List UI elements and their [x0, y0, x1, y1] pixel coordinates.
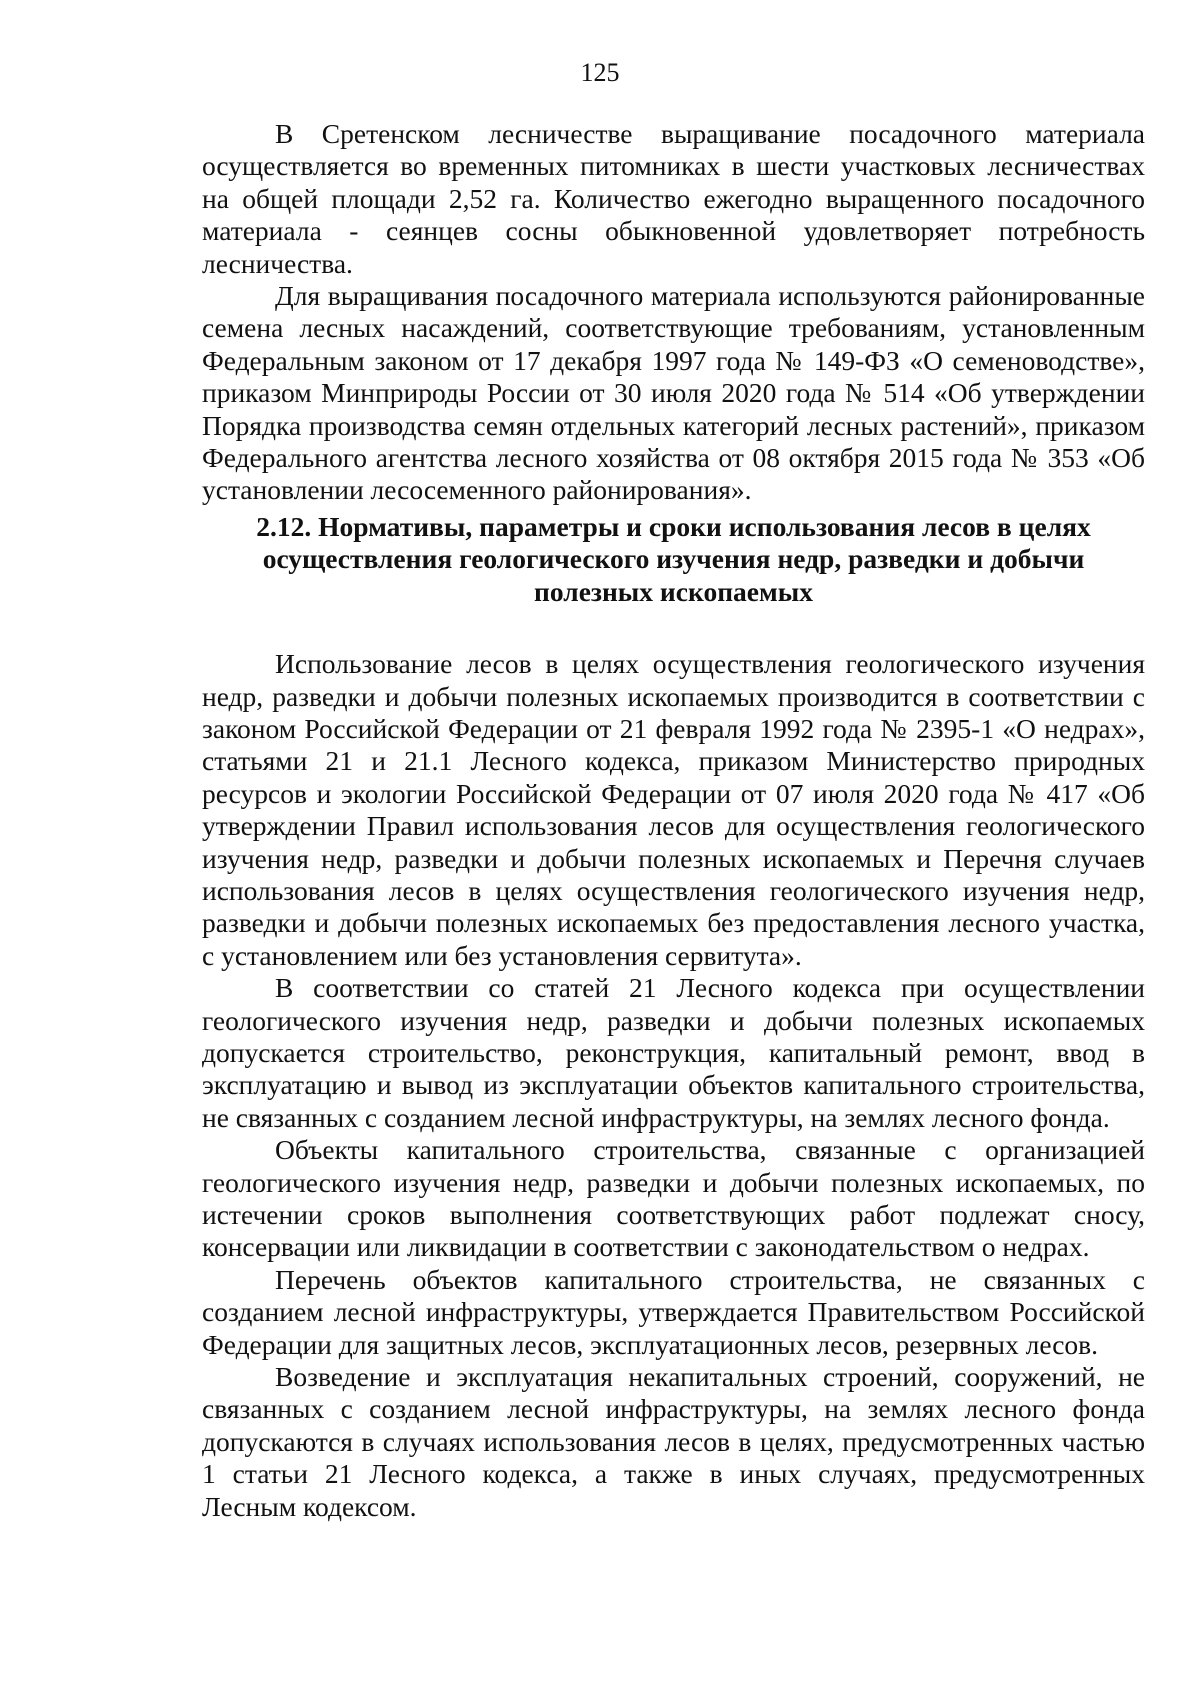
- heading-spacer: [202, 608, 1145, 648]
- paragraph-object-list: Перечень объектов капитального строительства, не связанных с созданием лесной инфраструктуры, утверждается Правительством Российской Федерации для защитных лесов, эксплуатационных лесов, резервных лесов.: [202, 1263, 1145, 1360]
- paragraph-seeds: Для выращивания посадочного материала используются районированные семена лесных насаждений, соответствующие требованиям, установленным Федеральным законом от 17 декабря 1997 года № 149-ФЗ «О семеноводстве», приказом Минприроды России от 30 июля 2020 года № 514 «Об утверждении Порядка производства семян отдельных категорий лесных растений», приказом Федерального агентства лесного хозяйства от 08 октября 2015 года № 353 «Об установлении лесосеменного районирования».: [202, 280, 1145, 506]
- paragraph-legal-basis: Использование лесов в целях осуществления геологического изучения недр, разведки и добычи полезных ископаемых производится в соответствии с законом Российской Федерации от 21 февраля 1992 года № 2395-1 «О недрах», статьями 21 и 21.1 Лесного кодекса, приказом Министерство природных ресурсов и экологии Российской Федерации от 07 июля 2020 года № 417 «Об утверждении Правил использования лесов для осуществления геологического изучения недр, разведки и добычи полезных ископаемых и Перечня случаев использования лесов в целях осуществления геологического изучения недр, разведки и добычи полезных ископаемых без предоставления лесного участка, с установлением или без установления сервитута».: [202, 648, 1145, 971]
- paragraph-construction: В соответствии со статей 21 Лесного кодекса при осуществлении геологического изучения недр, разведки и добычи полезных ископаемых допускается строительство, реконструкция, капитальный ремонт, ввод в эксплуатацию и вывод из эксплуатации объектов капитального строительства, не связанных с созданием лесной инфраструктуры, на землях лесного фонда.: [202, 972, 1145, 1133]
- paragraph-temporary-structures: Возведение и эксплуатация некапитальных строений, сооружений, не связанных с созданием лесной инфраструктуры, на землях лесного фонда допускаются в случаях использования лесов в целях, предусмотренных частью 1 статьи 21 Лесного кодекса, а также в иных случаях, предусмотренных Лесным кодексом.: [202, 1361, 1145, 1522]
- page-number: 125: [580, 58, 620, 87]
- paragraph-demolition: Объекты капитального строительства, связанные с организацией геологического изучения недр, разведки и добычи полезных ископаемых, по истечении сроков выполнения соответствующих работ подлежат сносу, консервации или ликвидации в соответствии с законодательством о недрах.: [202, 1134, 1145, 1263]
- section-heading: 2.12. Нормативы, параметры и сроки использования лесов в целях осуществления геологического изучения недр, разведки и добычи полезных ископаемых: [256, 510, 1091, 607]
- document-body: [202, 118, 1145, 1523]
- paragraph-nursery: В Сретенском лесничестве выращивание посадочного материала осуществляется во временных питомниках в шести участковых лесничествах на общей площади 2,52 га. Количество ежегодно выращенного посадочного материала - сеянцев сосны обыкновенной удовлетворяет потребность лесничества.: [202, 118, 1145, 279]
